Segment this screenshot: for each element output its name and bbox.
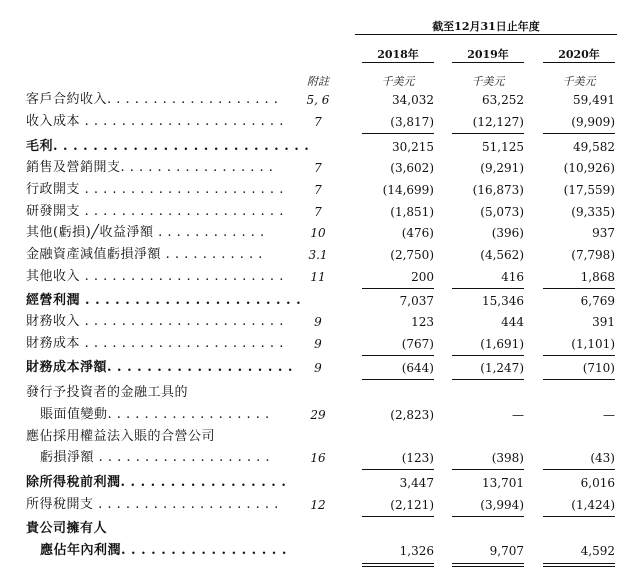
value-2020: (10,926) [563, 161, 615, 175]
row-note: 7 [314, 205, 322, 219]
value-2018: (476) [401, 226, 434, 240]
value-2019: (1,691) [480, 337, 524, 351]
subtotal-rule [543, 355, 615, 356]
row-note: 7 [314, 115, 322, 129]
year-rule [452, 62, 524, 63]
value-2020: (1,101) [571, 337, 615, 351]
table-row [0, 382, 640, 404]
value-2020: (710) [582, 361, 615, 375]
value-2020: (9,335) [571, 205, 615, 219]
value-2020: 59,491 [573, 93, 615, 107]
value-2019: 416 [501, 270, 524, 284]
value-2020: 937 [592, 226, 615, 240]
value-2018: 30,215 [392, 140, 434, 154]
value-2018: (3,602) [390, 161, 434, 175]
unit-label: 千美元 [562, 75, 596, 88]
subtotal-rule [362, 379, 434, 380]
subtotal-rule [362, 516, 434, 517]
subtotal-rule [452, 379, 524, 380]
row-label: 虧損淨額 . . . . . . . . . . . . . . . . . . . [40, 450, 271, 465]
value-2020: — [603, 408, 615, 422]
value-2020: 391 [592, 315, 615, 329]
row-label: 賬面值變動. . . . . . . . . . . . . . . . . . [40, 407, 270, 422]
row-note: 7 [314, 183, 322, 197]
row-note: 10 [310, 226, 326, 240]
subtotal-rule [452, 355, 524, 356]
total-double-rule [362, 563, 434, 567]
table-row [0, 201, 640, 223]
subtotal-rule [543, 516, 615, 517]
subtotal-rule [452, 516, 524, 517]
row-label: 其他收入 . . . . . . . . . . . . . . . . . . . . . . [26, 269, 284, 284]
table-row [0, 426, 640, 448]
row-label: 所得稅開支 . . . . . . . . . . . . . . . . . . . . [26, 497, 279, 512]
table-row [0, 333, 640, 355]
value-2018: 1,326 [399, 544, 434, 558]
row-label: 行政開支 . . . . . . . . . . . . . . . . . . . . . . [26, 182, 284, 197]
value-2019: 15,346 [482, 294, 524, 308]
row-label: 毛利. . . . . . . . . . . . . . . . . . . . . . . . . . [26, 139, 310, 154]
value-2020: (43) [590, 451, 615, 465]
value-2019: 9,707 [489, 544, 524, 558]
unit-label: 千美元 [381, 75, 415, 88]
value-2019: 51,125 [482, 140, 524, 154]
value-2019: 13,701 [482, 476, 524, 490]
value-2019: 63,252 [482, 93, 524, 107]
value-2018: 123 [411, 315, 434, 329]
value-2018: 3,447 [399, 476, 434, 490]
value-2018: (123) [401, 451, 434, 465]
value-2018: (2,121) [390, 498, 434, 512]
value-2018: (767) [401, 337, 434, 351]
table-row [0, 290, 640, 312]
row-label: 財務成本淨額. . . . . . . . . . . . . . . . . . . [26, 360, 293, 375]
row-label: 財務收入 . . . . . . . . . . . . . . . . . . . . . . [26, 314, 284, 329]
table-row [0, 447, 640, 469]
table-row [0, 222, 640, 244]
row-label: 發行予投資者的金融工具的 [26, 385, 189, 400]
table-row [0, 244, 640, 266]
table-row [0, 311, 640, 333]
row-label: 經營利潤 . . . . . . . . . . . . . . . . . . . . . . [26, 293, 302, 308]
table-row [0, 472, 640, 494]
row-label: 其他(虧損)╱收益淨額 . . . . . . . . . . . . [26, 225, 265, 240]
year-header-2020: 2020年 [558, 48, 600, 61]
row-label: 收入成本 . . . . . . . . . . . . . . . . . . . . . . [26, 114, 284, 129]
total-double-rule [543, 563, 615, 567]
table-row [0, 89, 640, 111]
row-label: 除所得稅前利潤. . . . . . . . . . . . . . . . . [26, 475, 287, 490]
year-rule [543, 62, 615, 63]
table-row [0, 136, 640, 158]
value-2019: (396) [491, 226, 524, 240]
year-header-2018: 2018年 [377, 48, 419, 61]
value-2018: (644) [401, 361, 434, 375]
unit-label: 千美元 [471, 75, 505, 88]
value-2020: 6,769 [580, 294, 615, 308]
table-row [0, 111, 640, 133]
value-2020: (9,909) [571, 115, 615, 129]
value-2018: 7,037 [399, 294, 434, 308]
value-2018: 34,032 [392, 93, 434, 107]
row-note: 7 [314, 161, 322, 175]
row-label: 應佔年內利潤. . . . . . . . . . . . . . . . . [40, 543, 287, 558]
value-2018: (2,823) [390, 408, 434, 422]
value-2020: 1,868 [580, 270, 615, 284]
row-label: 金融資產減值虧損淨額 . . . . . . . . . . . [26, 247, 263, 262]
subtotal-rule [543, 133, 615, 134]
row-note: 11 [310, 270, 326, 284]
subtotal-rule [362, 288, 434, 289]
row-note: 3.1 [308, 248, 328, 262]
value-2019: (9,291) [480, 161, 524, 175]
row-label: 貴公司擁有人 [26, 521, 108, 536]
row-label: 銷售及營銷開支. . . . . . . . . . . . . . . . . [26, 160, 274, 175]
value-2019: (12,127) [472, 115, 524, 129]
table-row [0, 266, 640, 288]
subtotal-rule [452, 469, 524, 470]
value-2020: (1,424) [571, 498, 615, 512]
row-label: 應佔採用權益法入賬的合營公司 [26, 429, 216, 444]
row-note: 12 [310, 498, 326, 512]
subtotal-rule [362, 355, 434, 356]
value-2020: 49,582 [573, 140, 615, 154]
subtotal-rule [452, 288, 524, 289]
value-2018: (14,699) [382, 183, 434, 197]
table-row [0, 179, 640, 201]
value-2020: (17,559) [563, 183, 615, 197]
value-2018: (1,851) [390, 205, 434, 219]
period-rule [355, 34, 617, 35]
table-row [0, 357, 640, 379]
year-header-2019: 2019年 [467, 48, 509, 61]
table-row [0, 404, 640, 426]
subtotal-rule [362, 469, 434, 470]
row-note: 9 [314, 337, 322, 351]
value-2018: 200 [411, 270, 434, 284]
value-2020: 4,592 [580, 544, 615, 558]
subtotal-rule [543, 469, 615, 470]
table-row [0, 518, 640, 540]
value-2019: (5,073) [480, 205, 524, 219]
row-label: 研發開支 . . . . . . . . . . . . . . . . . . . . . . [26, 204, 284, 219]
row-note: 9 [314, 361, 322, 375]
value-2019: (16,873) [472, 183, 524, 197]
value-2019: — [512, 408, 524, 422]
row-label: 客戶合約收入. . . . . . . . . . . . . . . . . . . [26, 92, 279, 107]
year-rule [362, 62, 434, 63]
value-2018: (3,817) [390, 115, 434, 129]
row-label: 財務成本 . . . . . . . . . . . . . . . . . . . . . . [26, 336, 284, 351]
value-2018: (2,750) [390, 248, 434, 262]
value-2019: 444 [501, 315, 524, 329]
table-row [0, 540, 640, 562]
subtotal-rule [543, 379, 615, 380]
subtotal-rule [543, 288, 615, 289]
total-double-rule [452, 563, 524, 567]
note-column-header: 附註 [307, 75, 329, 88]
table-row [0, 494, 640, 516]
row-note: 9 [314, 315, 322, 329]
subtotal-rule [452, 133, 524, 134]
table-row [0, 157, 640, 179]
value-2019: (1,247) [480, 361, 524, 375]
period-heading: 截至12月31日止年度 [432, 20, 540, 33]
row-note: 5, 6 [306, 93, 330, 107]
value-2020: 6,016 [580, 476, 615, 490]
value-2020: (7,798) [571, 248, 615, 262]
row-note: 29 [310, 408, 326, 422]
value-2019: (4,562) [480, 248, 524, 262]
value-2019: (398) [491, 451, 524, 465]
row-note: 16 [310, 451, 326, 465]
value-2019: (3,994) [480, 498, 524, 512]
subtotal-rule [362, 133, 434, 134]
